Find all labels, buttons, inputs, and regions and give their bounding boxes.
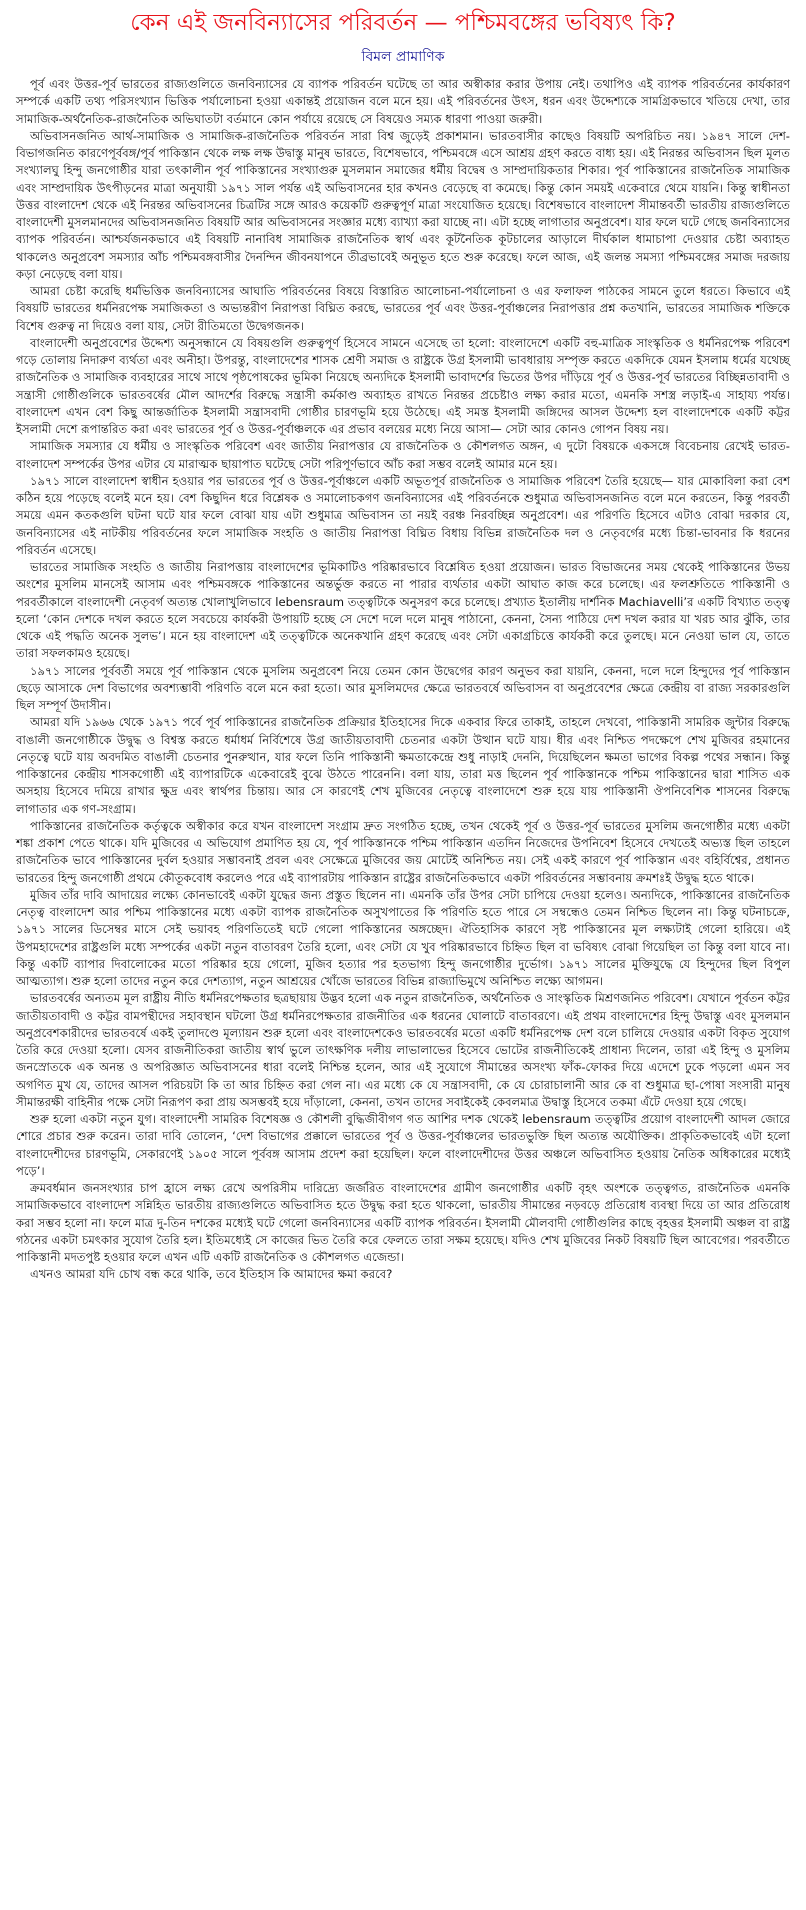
paragraph: পূর্ব এবং উত্তর-পূর্ব ভারতের রাজ্যগুলিতে জনবিন্যাসের যে ব্যাপক পরিবর্তন ঘটেছে তা আর অস্বীকার করার উপায় নেই। তথাপিও এই ব্যাপক পরিবর্তনের কার্যকারণ সম্পর্কে একটি তথ্য পরিসংখ্যান ভিত্তিক পর্যালোচনা হওয়া একান্তই প্রয়োজন বলে মনে হয়। এই পরিবর্তনের উৎস, ধরন এবং উদ্দেশ্যকে সামগ্রিকভাবে খতিয়ে দেখা, তার সামাজিক-অর্থনৈতিক-রাজনৈতিক অভিঘাতটা বর্তমানে কোন পর্যায়ে রয়েছে সে বিষয়েও সম্যক ধারণা পাওয়া জরুরী। (16, 77, 790, 126)
paragraph: সামাজিক সমস্যার যে ধর্মীয় ও সাংস্কৃতিক পরিবেশ এবং জাতীয় নিরাপত্তার যে রাজনৈতিক ও কৌশলগত অঙ্গন, এ দুটো বিষয়কে একসঙ্গে বিবেচনায় রেখেই ভারত-বাংলাদেশ সম্পর্কের উপর এটার যে মারাত্মক ছায়াপাত ঘটেছে সেটা পরিপূর্ণভাবে আঁচ করা সম্ভব বলেই আমার মনে হয়। (16, 439, 790, 471)
paragraph: আমরা চেষ্টা করেছি ধর্মভিত্তিক জনবিন্যাসের আঘাতি পরিবর্তনের বিষয়ে বিস্তারিত আলোচনা-পর্যালোচনা ও এর ফলাফল পাঠকের সামনে তুলে ধরতে। কিভাবে এই বিষয়টি ভারতের ধর্মনিরপেক্ষ সমাজিকতা ও অভ্যন্তরীণ নিরাপত্তা বিঘ্নিত করছে, ভারতের পূর্ব এবং উত্তর-পূর্বাঞ্চলের নিরাপত্তার প্রশ্ন কতখানি, ভারতের সামাজিক শক্তিকে বিশেষ গুরুত্ব না দিয়েও বলা যায়, সেটা রীতিমতো উদ্বেগজনক। (16, 284, 790, 333)
paragraph: ভারতের সামাজিক সংহতি ও জাতীয় নিরাপত্তায় বাংলাদেশের ভূমিকাটিও পরিষ্কারভাবে বিশ্লেষিত হওয়া প্রয়োজন। ভারত বিভাজনের সময় থেকেই পাকিস্তানের উভয় অংশের মুসলিম মানসেই আসাম এবং পশ্চিমবঙ্গকে পাকিস্তানের অন্তর্ভুক্ত করতে না পারার ব্যর্থতার একটা আঘাত কাজ করে চলেছে। এর ফলশ্রুতিতে পাকিস্তানী ও পরবর্তীকালে বাংলাদেশী নেতৃবর্গ অত্যন্ত খোলাখুলিভাবে lebensraum তত্ত্বটিকে অনুসরণ করে চলেছে। প্রখ্যাত ইতালীয় দার্শনিক Machiavelli’র একটি বিখ্যাত তত্ত্ব হলো ‘কোন দেশকে দখল করতে হলে সবচেয়ে কার্যকরী উপায়টি হচ্ছে সে দেশে দলে দলে মানুষ পাঠানো, কেননা, সৈন্য পাঠিয়ে দেশ দখল করার যা খরচ আর ঝুঁকি, তার থেকে এই পদ্ধতি অনেক সুলভ’। মনে হয় বাংলাদেশ এই তত্ত্বটিকে অনেকখানি গ্রহণ করেছে এবং সেটা একাগ্রচিত্তে কার্যকরী করে তুলছে। মনে নেওয়া ভাল যে, তাতে তারা সফলকামও হয়েছে। (16, 560, 790, 661)
paragraph: আমরা যদি ১৯৬৬ থেকে ১৯৭১ পর্বে পূর্ব পাকিস্তানের রাজনৈতিক প্রক্রিয়ার ইতিহাসের দিকে একবার ফিরে তাকাই, তাহলে দেখবো, পাকিস্তানী সামরিক জুন্টার বিরুদ্ধে বাঙালী জনগোষ্ঠীকে উদ্বুদ্ধ ও বিশ্বস্ত করতে ধর্মাধর্ম নির্বিশেষে উগ্র জাতীয়তাবাদী চেতনার একটা উত্থান ঘটে যায়। ধীর এবং নিশ্চিত পদক্ষেপে শেখ মুজিবর রহমানের নেতৃত্বে ঘটে যায় অবদমিত বাঙালী চেতনার পুনরুত্থান, যার ফলে তিনি পাকিস্তানী ক্ষমতাকেন্দ্রে শুধু নাড়াই দেননি, দিয়েছিলেন ক্ষমতা ভাগের বিকল্প পথের সন্ধান। কিন্তু পাকিস্তানের কেন্দ্রীয় শাসকগোষ্ঠী এই ব্যাপারটিকে একেবারেই বুঝে উঠতে পারেননি। বলা যায়, তারা মত্ত ছিলেন পূর্ব পাকিস্তানকে পশ্চিম পাকিস্তানের দ্বারা শাসিত এক অসহায় হিসেবে দমিয়ে রাখার ক্ষুদ্র এবং স্বার্থপর চিন্তায়। আর সে কারণেই শেখ মুজিবের নেতৃত্বে বাংলাদেশে শুরু হয়ে যায় পাকিস্তানী ঔপনিবেশিক শাসনের বিরুদ্ধে লাগাতার এক গণ-সংগ্রাম। (16, 715, 790, 816)
author-name: বিমল প্রামাণিক (361, 49, 445, 65)
paragraph: ১৯৭১ সালে বাংলাদেশ স্বাধীন হওয়ার পর ভারতের পূর্ব ও উত্তর-পূর্বাঞ্চলে একটি অভূতপূর্ব রাজনৈতিক ও সামাজিক পরিবেশ তৈরি হয়েছে— যার মোকাবিলা করা বেশ কঠিন হয়ে পড়েছে বলেই মনে হয়। বেশ কিছুদিন ধরে বিশ্লেষক ও সমালোচকগণ জনবিন্যাসের এই পরিবর্তনকে শুধুমাত্র অভিবাসনজনিত বলে মনে করতেন, কিন্তু পরবর্তী সময়ে এমন কতকগুলি ঘটনা ঘটে যার ফলে বোঝা যায় এটা শুধুমাত্র অভিবাসন তা নয়ই বরঞ্চ নিরবচ্ছিন্ন অনুপ্রবেশ। এর পরিণতি হিসেবে এটাও বোঝা দরকার যে, জনবিন্যাসের এই নাটকীয় পরিবর্তনের ফলে সামাজিক সংহতি ও জাতীয় নিরাপত্তা বিঘ্নিত বিধায় বিভিন্ন রাজনৈতিক দল ও নেতৃবর্গের মধ্যে চিন্তা-ভাবনার কি ধরনের পরিবর্তন এসেছে। (16, 473, 790, 557)
paragraph: শুরু হলো একটা নতুন যুগ। বাংলাদেশী সামরিক বিশেষজ্ঞ ও কৌশলী বুদ্ধিজীবীগণ গত আশির দশক থেকেই lebensraum তত্ত্বটির প্রয়োগ বাংলাদেশী আদল জোরে শোরে প্রচার শুরু করেন। তারা দাবি তোলেন, ‘দেশ বিভাগের প্রক্কালে ভারতের পূর্ব ও উত্তর-পূর্বাঞ্চলের ভারতভুক্তি ছিল অত্যন্ত অযৌক্তিক। প্রাকৃতিকভাবেই এটা হলো বাংলাদেশীদের চারণভূমি, সেকারণেই ১৯০৫ সালে পূর্ববঙ্গ আসাম প্রদেশ করা হয়েছিল। ফলে বাংলাদেশীদের উত্তর অঞ্চলে অভিবাসিত হওয়ায় নৈতিক অধিকারের মধ্যেই পড়ে’। (16, 1112, 790, 1178)
paragraph: ক্রমবর্ধমান জনসংখ্যার চাপ হ্রাসে লক্ষ্য রেখে অপরিসীম দারিদ্র্যে জর্জরিত বাংলাদেশের গ্রামীণ জনগোষ্ঠীর একটি বৃহৎ অংশকে তত্ত্বগত, রাজনৈতিক এমনকি সামাজিকভাবে বাংলাদেশ সন্নিহিত ভারতীয় রাজ্যগুলিতে অভিবাসিত হতে উদ্বুদ্ধ করা হতে থাকলো, ভারতীয় সীমান্তের নড়বড়ে প্রতিরোধ ব্যবস্থা দিয়ে তা আর প্রতিরোধ করা সম্ভব হলো না। ফলে মাত্র দু-তিন দশকের মধ্যেই ঘটে গেলো জনবিন্যাসের একটি ব্যাপক পরিবর্তন। ইসলামী মৌলবাদী গোষ্ঠীগুলির কাছে বৃহত্তর ইসলামী অঞ্চল বা রাষ্ট্র গঠনের একটা চমৎকার সুযোগ তৈরি হল। ইতিমধ্যেই সে কাজের ভিত তৈরি করে ফেলতে তারা সক্ষম হয়েছে। যদিও শেখ মুজিবের নিকট বিষয়টি ছিল আবেগের। পরবর্তীতে পাকিস্তানী মদতপুষ্ট হওয়ার ফলে এখন এটি একটি রাজনৈতিক ও কৌশলগত এজেন্ডা। (16, 1181, 791, 1264)
paragraph: বাংলাদেশী অনুপ্রবেশের উদ্দেশ্য অনুসন্ধানে যে বিষয়গুলি গুরুত্বপূর্ণ হিসেবে সামনে এসেছে তা হলো: বাংলাদেশে একটি বহু-মাত্রিক সাংস্কৃতিক ও ধর্মনিরপেক্ষ পরিবেশ গড়ে তোলায় নিদারুণ ব্যর্থতা এবং অনীহা। উপরন্তু, বাংলাদেশের শাসক শ্রেণী সমাজ ও রাষ্ট্রকে উগ্র ইসলামী ভাবধারায় সম্পৃক্ত করতে একদিকে যেমন ইসলাম ধর্মের যথেচ্ছ রাজনৈতিক ও সামাজিক ব্যবহারের সাথে সাথে পৃষ্ঠপোষকের ভূমিকা নিয়েছে অন্যদিকে ইসলামী ভাবাদর্শের ভিতের উপর দাঁড়িয়ে পূর্ব ও উত্তর-পূর্ব ভারতের বিচ্ছিন্নতাবাদী ও সন্ত্রাসী গোষ্ঠীগুলিকে ভারতবর্ষের মৌল আদর্শের বিরুদ্ধে সন্ত্রাসী কর্মকাণ্ড অব্যাহত রাখতে নিরন্তর প্রচেষ্টাও লক্ষ্য করার মতো, এমনকি সশস্ত্র লড়াই-এ সাহায্য পর্যন্ত। বাংলাদেশ এখন বেশ কিছু আন্তর্জাতিক ইসলামী সন্ত্রাসবাদী গোষ্ঠীর চারণভূমি হয়ে উঠেছে। এই সমস্ত ইসলামী জঙ্গিদের আসল উদ্দেশ্য হল বাংলাদেশকে একটি কট্টর ইসলামী দেশে রূপান্তরিত করা এবং ভারতের পূর্ব ও উত্তর-পূর্বাঞ্চলকে এর প্রভাব বলয়ের মধ্যে নিয়ে আসা— সেটা আর কোনও গোপন বিষয় নয়। (16, 335, 790, 436)
paragraph: ভারতবর্ষের অন্যতম মূল রাষ্ট্রীয় নীতি ধর্মনিরপেক্ষতার ছত্রছায়ায় উদ্ভব হলো এক নতুন রাজনৈতিক, অর্থনৈতিক ও সাংস্কৃতিক মিশ্রণজনিত পরিবেশ। যেখানে পূর্বতন কট্টর জাতীয়তাবাদী ও কট্টর বামপন্থীদের সহাবস্থান ঘটলো উগ্র ধর্মনিরপেক্ষতার রাজনীতির এক ধরনের ঘোলাটে বাতাবরণে। এই প্রথম বাংলাদেশের হিন্দু উদ্বাস্তু এবং মুসলমান অনুপ্রবেশকারীদের ভারতবর্ষে একই তুলাদণ্ডে মূল্যায়ন শুরু হলো এবং বাংলাদেশকেও ভারতবর্ষের মতো একটি ধর্মনিরপেক্ষ দেশ বলে চালিয়ে দেওয়ার একটা বিকৃত সুযোগ তৈরি করে দেওয়া হলো। যেসব রাজনীতিকরা জাতীয় স্বার্থ ভুলে তাৎক্ষণিক দলীয় লাভালাভের হিসেবে ভোটের রাজনীতিকেই প্রাধান্য দিলেন, তারা এই হিন্দু ও মুসলিম জনস্রোতকে এক অনন্ত ও অপরিজ্ঞাত অভিবাসনের ধারা বলেই নিশ্চিন্ত হলেন, আর এই সুযোগে সীমান্তের অসংখ্য ফাঁক-ফোকর দিয়ে এদেশে ঢুকে পড়লো এমন সব অগণিত মুখ যে, তাদের আসল পরিচয়টা কি তা আর চিহ্নিত করা গেল না। এর মধ্যে কে যে সন্ত্রাসবাদী, কে যে চোরাচালানী আর কে বা শুধুমাত্র ছা-পোষা সংসারী মানুষ সীমান্তরক্ষী বাহিনীর পক্ষে সেটা নিরূপণ করা প্রায় অসম্ভবই হয়ে দাঁড়ালো, কেননা, তখন তাদের সবাইকেই কেবলমাত্র উদ্বাস্তু হিসেবে তকমা এঁটে দেওয়া হয়ে গেছে। (16, 991, 790, 1109)
paragraph: এখনও আমরা যদি চোখ বন্ধ করে থাকি, তবে ইতিহাস কি আমাদের ক্ষমা করবে? (30, 1267, 393, 1282)
paragraph: পাকিস্তানের রাজনৈতিক কর্তৃত্বকে অস্বীকার করে যখন বাংলাদেশ সংগ্রাম দ্রুত সংগঠিত হচ্ছে, তখন থেকেই পূর্ব ও উত্তর-পূর্ব ভারতের মুসলিম জনগোষ্ঠীর মধ্যে একটা শঙ্কা প্রকাশ পেতে থাকে। যদি মুজিবের এ অভিযোগ প্রমাণিত হয় যে, পূর্ব পাকিস্তানকে পশ্চিম পাকিস্তান এতদিন নিজেদের উপনিবেশ হিসেবে দেখতেই অভ্যস্ত ছিল তাহলে রাজনৈতিক ভাবে পাকিস্তানের দুর্বল হওয়ার সম্ভাবনাই প্রবল এবং সেক্ষেত্রে মুজিবের জয় মোটেই অনিশ্চিত নয়। সেই একই কারণে পূর্ব পাকিস্তান এবং বহির্বিশ্বের, প্রধানত ভারতের হিন্দু জনগোষ্ঠী প্রথমে কৌতূকবোধ করলেও পরে এই ব্যাপারটায় পাকিস্তান রাষ্ট্রের রাজনৈতিকভাবে একটা পরিবর্তনের সম্ভাবনায় ক্রমশঃই উদ্বুদ্ধ হতে থাকে। (16, 818, 790, 885)
paragraph: মুজিব তাঁর দাবি আদায়ের লক্ষ্যে কোনভাবেই একটা যুদ্ধের জন্য প্রস্তুত ছিলেন না। এমনকি তাঁর উপর সেটা চাপিয়ে দেওয়া হলেও। অন্যদিকে, পাকিস্তানের রাজনৈতিক নেতৃত্ব বাংলাদেশ আর পশ্চিম পাকিস্তানের মধ্যে একটা ব্যাপক রাজনৈতিক অসুখপাতের কি পরিণতি হতে পারে সে সম্বন্ধেও তেমন নিশ্চিত ছিলেন না। কিন্তু ঘটনাচক্রে, ১৯৭১ সালের ডিসেম্বর মাসে সেই ভয়াবহ পরিণতিতেই ঘটে গেলো পাকিস্তানের অঙ্গচ্ছেদ। ঐতিহাসিক কারণে সৃষ্ট পাকিস্তানের মূল লক্ষ্যটাই গেলো হারিয়ে। এই উপমহাদেশের রাষ্ট্রগুলি মধ্যে সম্পর্কের একটা নতুন বাতাবরণ তৈরি হলো, এবং সেটা যে খুব পরিষ্কারভাবে চিহ্নিত ছিল বা ভবিষ্যৎ বোঝা গিয়েছিল তা কিন্তু বলা যাবে না। কিন্তু একটি ব্যাপার দিবালোকের মতো পরিষ্কার হয়ে গেলো, মুজিব হত্যার পর হতভাগ্য হিন্দু জনগোষ্ঠীর দুর্ভোগ। ১৯৭১ সালের মুক্তিযুদ্ধে যে হিন্দুদের ছিল বিপুল আত্মত্যাগ। শুরু হলো তাদের নতুন করে দেশত্যাগ, নতুন আশ্রয়ের খোঁজে ভারতের বিভিন্ন রাজ্যাভিমুখে অনিশ্চিত লক্ষ্যে আগমন। (16, 887, 790, 988)
paragraph: অভিবাসনজনিত আর্থ-সামাজিক ও সামাজিক-রাজনৈতিক পরিবর্তন সারা বিশ্ব জুড়েই প্রকাশমান। ভারতবাসীর কাছেও বিষয়টি অপরিচিত নয়। ১৯৪৭ সালে দেশ-বিভাগজনিত কারণেপূর্ববঙ্গ/পূর্ব পাকিস্তান থেকে লক্ষ লক্ষ উদ্বাস্তু মানুষ ভারতে, বিশেষভাবে, পশ্চিমবঙ্গে এসে আশ্রয় গ্রহণ করতে বাধ্য হয়। এই নিরন্তর অভিবাসন ছিল মূলত সংখ্যালঘু হিন্দু জনগোষ্ঠীর যারা তৎকালীন পূর্ব পাকিস্তানের সংখ্যাগুরু মুসলমান সমাজের ধর্মীয় বিদ্বেষ ও সাম্প্রদায়িকতার শিকার। পূর্ব পাকিস্তানের রাজনৈতিক সামাজিক এবং সাম্প্রদায়িক উৎপীড়নের মাত্রা অনুযায়ী ১৯৭১ সাল পর্যন্ত এই অভিবাসনের হার কখনও বেড়েছে বা কমেছে। কিন্তু কোন সময়ই একেবারে থেমে যায়নি। কিন্তু স্বাধীনতা উত্তর বাংলাদেশ থেকে এই নিরন্তর অভিবাসনের চিত্রটির সঙ্গে আরও কয়েকটি গুরুত্বপূর্ণ মাত্রা সংযোজিত হয়েছে। বিশেষভাবে বাংলাদেশ সীমান্তবর্তী ভারতীয় রাজ্যগুলিতে বাংলাদেশী মুসলমানদের অভিবাসনজনিত বিষয়টি আর অভিবাসনের সংজ্ঞার মধ্যে ব্যাখ্যা করা যাচ্ছে না। এটা হচ্ছে লাগাতার অনুপ্রবেশ। যার ফলে ঘটে গেছে জনবিন্যাসের ব্যাপক পরিবর্তন। আশ্চর্যজনকভাবে এই বিষয়টি নানাবিধ সামাজিক রাজনৈতিক স্বার্থ এবং কূটনৈতিক কূটচালের আড়ালে দীর্ঘকাল ধামাচাপা দেওয়ার চেষ্টা অব্যাহত থাকলেও অনুপ্রবেশ সমস্যার আঁচ পশ্চিমবঙ্গবাসীর দৈনন্দিন জীবনযাপনে তীব্রভাবেই অনুভূত হতে শুরু করেছে। ফলে আজ, এই জলন্ত সমস্যা পশ্চিমবঙ্গের সমাজ দরজায় কড়া নেড়েছে বলা যায়। (16, 128, 790, 281)
paragraph: ১৯৭১ সালের পূর্ববর্তী সময়ে পূর্ব পাকিস্তান থেকে মুসলিম অনুপ্রবেশ নিয়ে তেমন কোন উদ্বেগের কারণ অনুভব করা যায়নি, কেননা, দলে দলে হিন্দুদের পূর্ব পাকিস্তান ছেড়ে আসাকে দেশ বিভাগের অবশ্যম্ভাবী পরিণতি বলে মনে করা হতো। আর মুসলিমদের ক্ষেত্রে ভারতবর্ষে অভিবাসন বা অনুপ্রবেশের ক্ষেত্রে কেন্দ্রীয় বা রাজ্য সরকারগুলি ছিল সম্পূর্ণ উদাসীন। (16, 663, 790, 712)
article-body (16, 76, 790, 1284)
article-title: কেন এই জনবিন্যাসের পরিবর্তন — পশ্চিমবঙ্গের ভবিষ্যৎ কি? (130, 10, 676, 36)
